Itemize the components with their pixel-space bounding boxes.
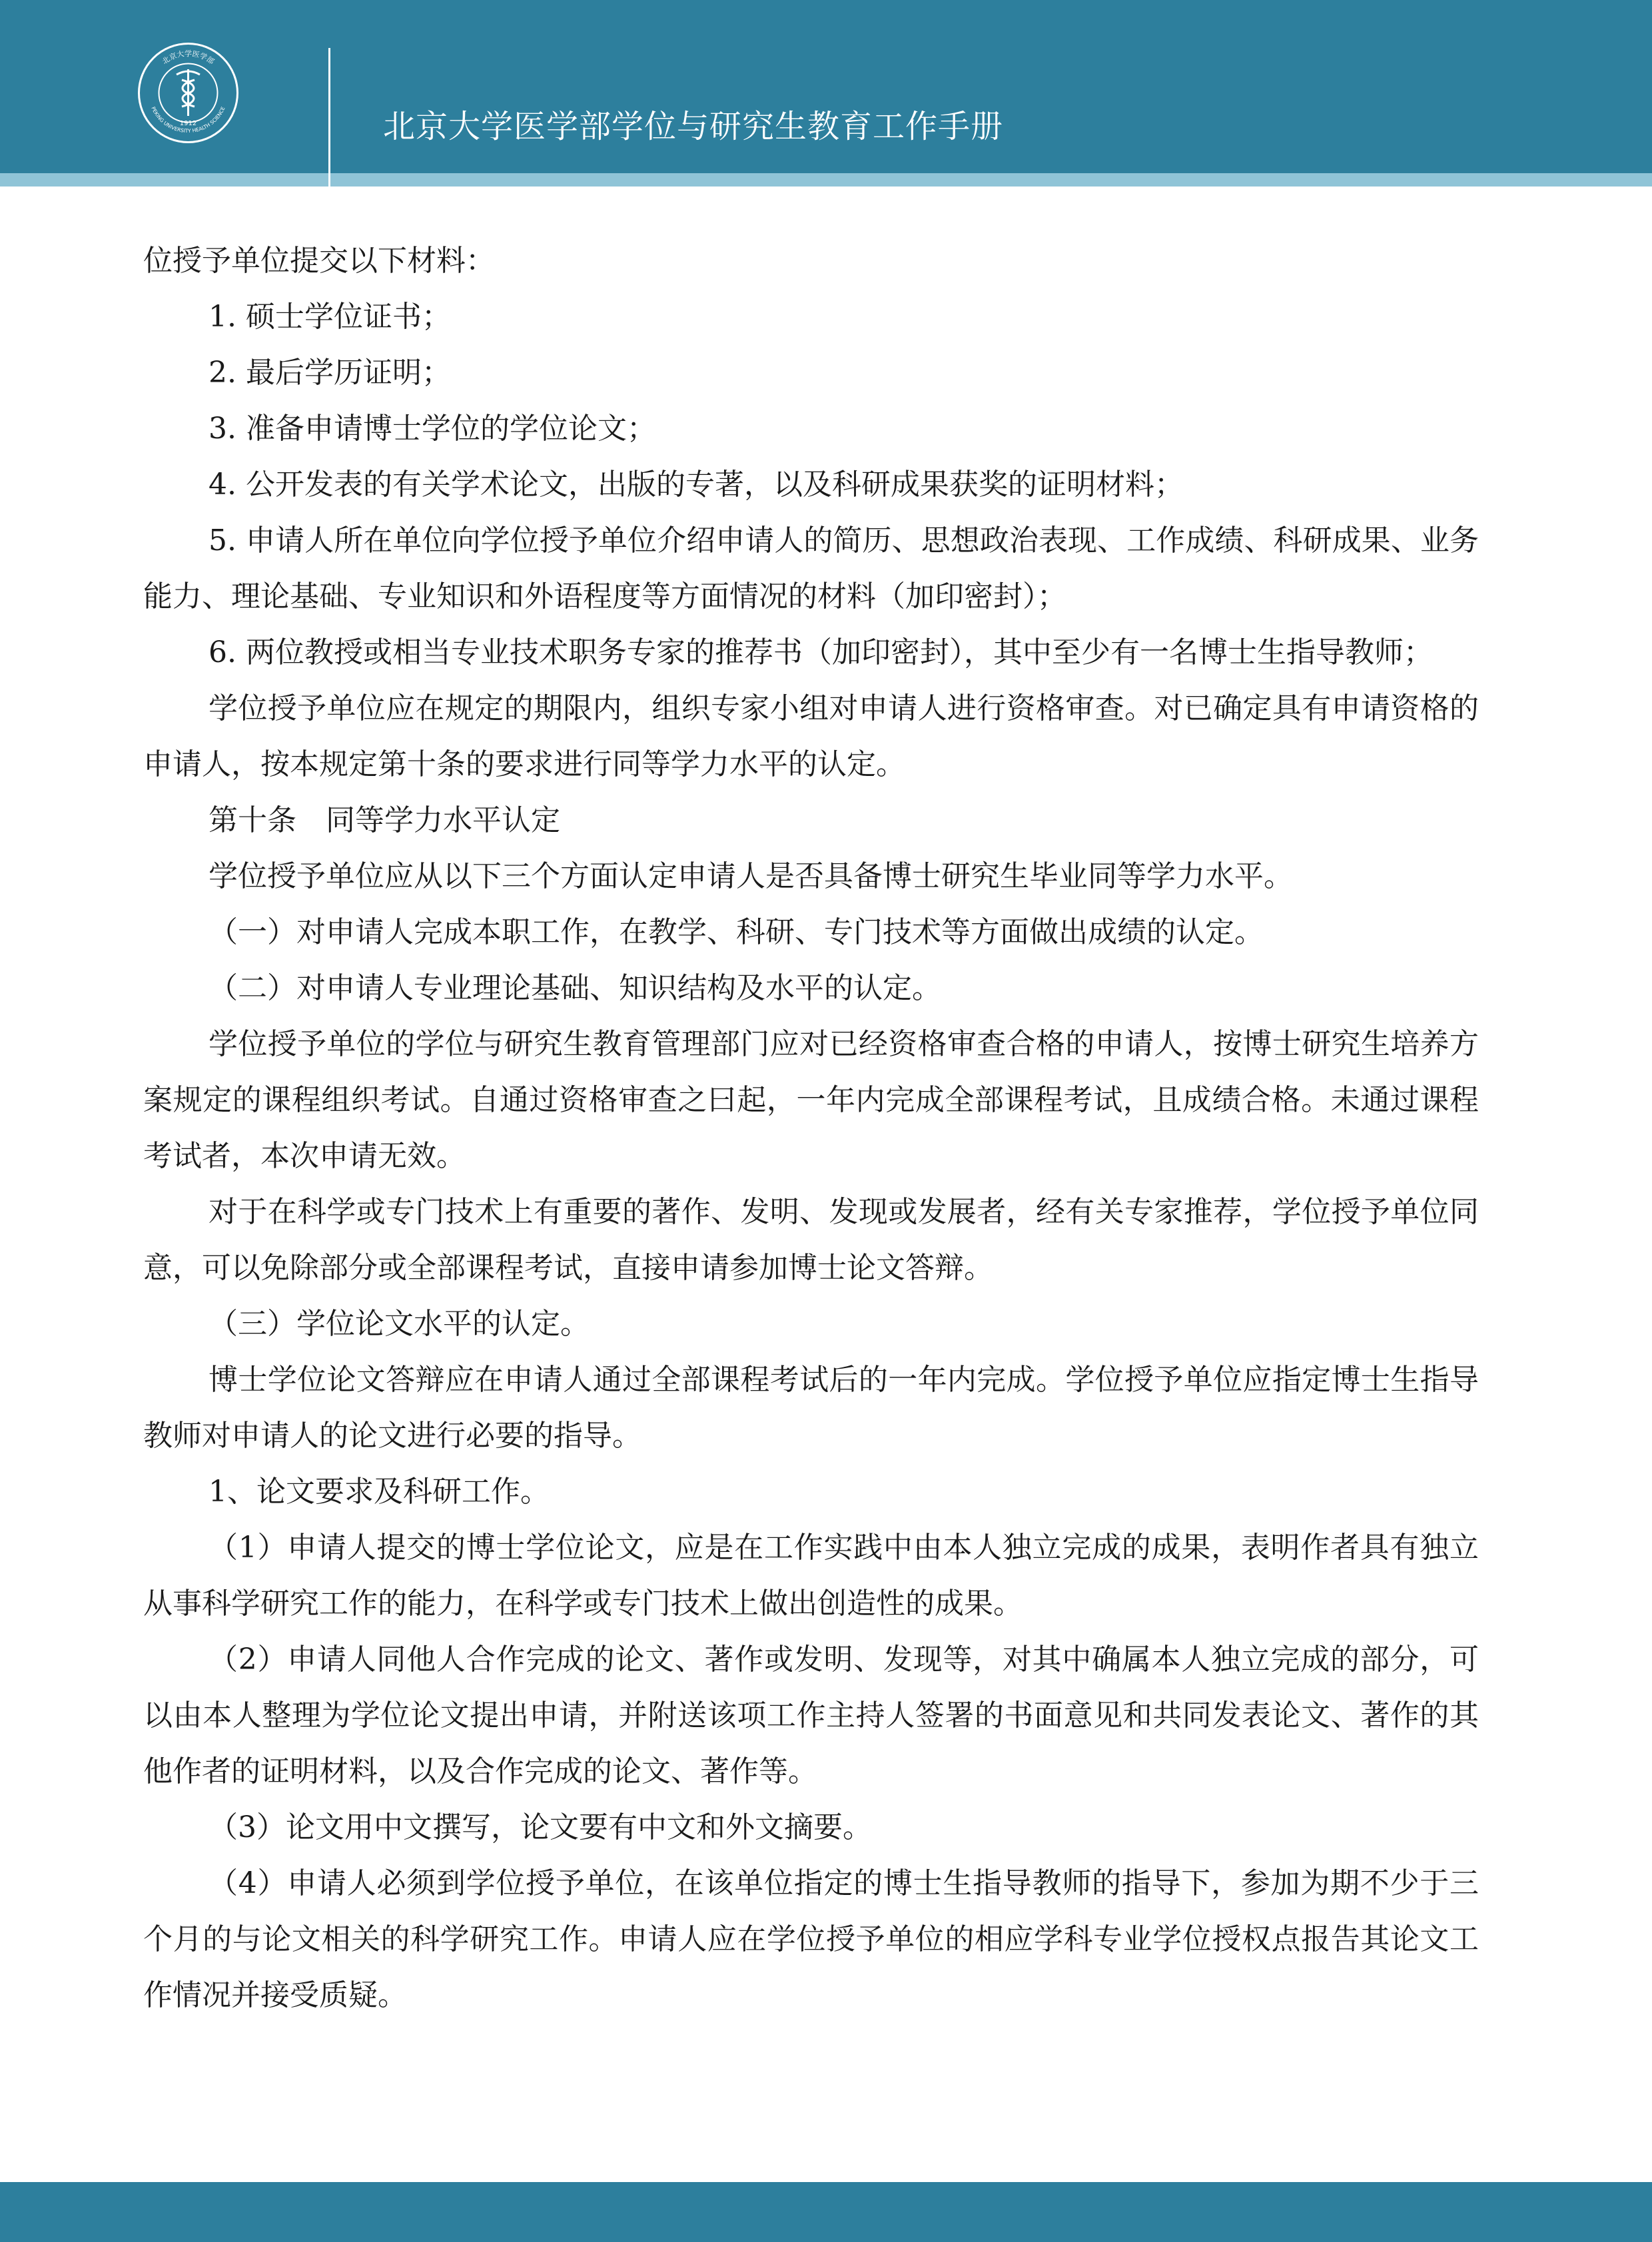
requirement-1-paragraph: （1）申请人提交的博士学位论文，应是在工作实践中由本人独立完成的成果，表明作者具有独立从事科学研究工作的能力，在科学或专门技术上做出创造性的成果。: [143, 1531, 1479, 1621]
logo-ring-text: PEKING UNIVERSITY HEALTH SCIENCE: [150, 105, 226, 135]
document-body: [143, 233, 1479, 2024]
page-footer: [0, 2182, 1652, 2242]
header-stripe: [0, 173, 1652, 187]
requirement-4-paragraph: （4）申请人必须到学位授予单位，在该单位指定的博士生指导教师的指导下，参加为期不少于三个月的与论文相关的科学研究工作。申请人应在学位授予单位的相应学科专业学位授权点报告其论文工作情况并接受质疑。: [143, 1866, 1479, 2012]
thesis-requirements-heading: 1、论文要求及科研工作。: [208, 1475, 550, 1509]
paragraph-continuation: 位授予单位提交以下材料：: [143, 244, 495, 278]
requirement-3-paragraph: （3）论文用中文撰写，论文要有中文和外文摘要。: [208, 1810, 872, 1844]
aspect-two-paragraph: （二）对申请人专业理论基础、知识结构及水平的认定。: [208, 971, 941, 1005]
article-ten-heading: 第十条 同等学力水平认定: [208, 803, 560, 837]
course-exam-paragraph: 学位授予单位的学位与研究生教育管理部门应对已经资格审查合格的申请人，按博士研究生培养方案规定的课程组织考试。自通过资格审查之曰起，一年内完成全部课程考试，且成绩合格。未通过课程考试者，本次申请无效。: [143, 1027, 1479, 1173]
university-seal-logo: [137, 41, 240, 145]
material-item-4: 4. 公开发表的有关学术论文，出版的专著，以及科研成果获奖的证明材料；: [208, 468, 1184, 502]
qualification-review-paragraph: 学位授予单位应在规定的期限内，组织专家小组对申请人进行资格审查。对已确定具有申请资格的申请人，按本规定第十条的要求进行同等学力水平的认定。: [143, 691, 1479, 781]
header-title: 北京大学医学部学位与研究生教育工作手册: [383, 108, 1004, 145]
material-item-2: 2. 最后学历证明；: [208, 356, 451, 390]
defense-timeline-paragraph: 博士学位论文答辩应在申请人通过全部课程考试后的一年内完成。学位授予单位应指定博士生指导教师对申请人的论文进行必要的指导。: [143, 1363, 1479, 1453]
aspect-one-paragraph: （一）对申请人完成本职工作，在教学、科研、专门技术等方面做出成绩的认定。: [208, 915, 1264, 949]
material-item-5: 5. 申请人所在单位向学位授予单位介绍申请人的简历、思想政治表现、工作成绩、科研成果、业务能力、理论基础、专业知识和外语程度等方面情况的材料（加印密封）；: [143, 524, 1479, 613]
logo-year: 1912: [179, 120, 197, 127]
caduceus-icon: [177, 69, 200, 116]
three-aspects-paragraph: 学位授予单位应从以下三个方面认定申请人是否具备博士研究生毕业同等学力水平。: [208, 859, 1293, 893]
material-item-6: 6. 两位教授或相当专业技术职务专家的推荐书（加印密封），其中至少有一名博士生指导教师；: [208, 635, 1433, 669]
exam-exemption-paragraph: 对于在科学或专门技术上有重要的著作、发明、发现或发展者，经有关专家推荐，学位授予单位同意，可以免除部分或全部课程考试，直接申请参加博士论文答辩。: [143, 1195, 1479, 1285]
material-item-3: 3. 准备申请博士学位的学位论文；: [208, 412, 656, 446]
logo-top-text: 北京大学医学部: [161, 49, 216, 67]
material-item-1: 1. 硕士学位证书；: [208, 300, 451, 334]
requirement-2-paragraph: （2）申请人同他人合作完成的论文、著作或发明、发现等，对其中确属本人独立完成的部分，可以由本人整理为学位论文提出申请，并附送该项工作主持人签署的书面意见和共同发表论文、著作的其他作者的证明材料，以及合作完成的论文、著作等。: [143, 1643, 1479, 1788]
aspect-three-paragraph: （三）学位论文水平的认定。: [208, 1307, 590, 1341]
header-divider: [328, 48, 330, 187]
